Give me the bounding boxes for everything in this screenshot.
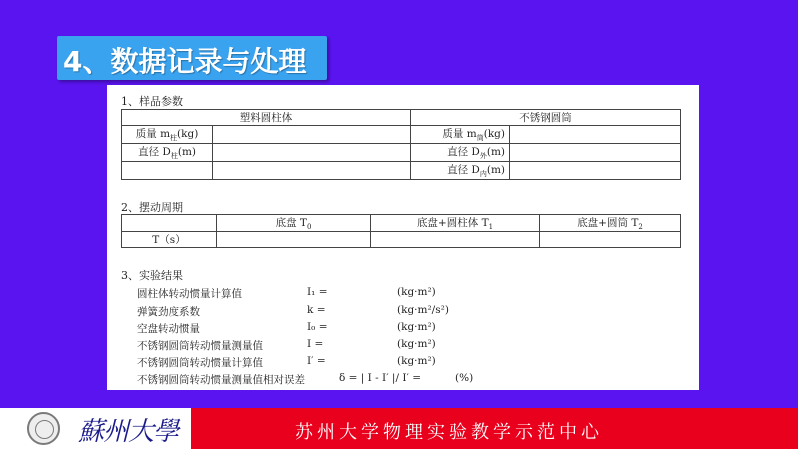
section3-heading: 3、实验结果 <box>121 269 183 282</box>
param-value-cell[interactable] <box>510 162 681 180</box>
result-symbol: I₁ = <box>307 286 328 298</box>
result-unit: (kg·m²) <box>397 338 436 350</box>
sample-params-table <box>121 109 681 180</box>
table-row <box>122 232 681 248</box>
period-header: 底盘+圆柱体 $T_1$ <box>371 215 540 232</box>
param-label: 质量 $m_筒(kg)$ <box>411 126 510 144</box>
period-header: 底盘 $T_0$ <box>217 215 371 232</box>
result-label: 不锈钢圆筒转动惯量测量值 <box>137 340 263 352</box>
param-value-cell[interactable] <box>510 144 681 162</box>
university-seal-icon <box>27 412 60 445</box>
section1-heading: 1、样品参数 <box>121 95 183 108</box>
result-symbol: I = <box>307 338 324 350</box>
result-unit: (kg·m²/s²) <box>397 304 449 316</box>
section2-heading: 2、摆动周期 <box>121 201 183 214</box>
col-plastic-header: 塑料圆柱体 <box>122 110 411 126</box>
footer-logo-area <box>0 408 191 449</box>
col-steel-header: 不锈钢圆筒 <box>411 110 681 126</box>
period-header: 底盘+圆筒 $T_2$ <box>540 215 681 232</box>
result-label: 不锈钢圆筒转动惯量测量值相对误差 <box>137 374 305 386</box>
footer-bar <box>0 408 798 449</box>
table-row <box>122 162 681 180</box>
period-corner-cell <box>122 215 217 232</box>
result-label: 圆柱体转动惯量计算值 <box>137 288 242 300</box>
result-label: 弹簧劲度系数 <box>137 306 200 318</box>
slide-title: 4、数据记录与处理 <box>63 45 307 78</box>
period-table <box>121 214 681 248</box>
table-row <box>122 144 681 162</box>
result-label: 空盘转动惯量 <box>137 323 200 335</box>
param-label: 直径 $D_外(m)$ <box>411 144 510 162</box>
param-label <box>122 162 213 180</box>
result-unit: (%) <box>455 372 474 384</box>
result-unit: (kg·m²) <box>397 286 436 298</box>
slide-title-box <box>57 36 327 80</box>
result-label: 不锈钢圆筒转动惯量计算值 <box>137 357 263 369</box>
result-unit: (kg·m²) <box>397 355 436 367</box>
param-label: 直径 $D_柱(m)$ <box>122 144 213 162</box>
error-formula: δ = | I - I′ |/ I′ = <box>339 372 421 384</box>
center-name: 苏州大学物理实验教学示范中心 <box>295 422 603 443</box>
university-logo: 蘇州大學 <box>78 417 179 447</box>
result-symbol: k = <box>307 304 326 316</box>
param-label: 直径 $D_内(m)$ <box>411 162 510 180</box>
param-label: 质量 $m_柱(kg)$ <box>122 126 213 144</box>
param-value-cell[interactable] <box>213 162 411 180</box>
result-unit: (kg·m²) <box>397 321 436 333</box>
period-row-label: T（s） <box>122 232 217 248</box>
table-row <box>122 126 681 144</box>
period-value-cell[interactable] <box>217 232 371 248</box>
result-symbol: I′ = <box>307 355 326 367</box>
param-value-cell[interactable] <box>213 144 411 162</box>
document-panel <box>107 85 699 390</box>
param-value-cell[interactable] <box>510 126 681 144</box>
result-symbol: I₀ = <box>307 321 328 333</box>
period-value-cell[interactable] <box>540 232 681 248</box>
param-value-cell[interactable] <box>213 126 411 144</box>
period-value-cell[interactable] <box>371 232 540 248</box>
